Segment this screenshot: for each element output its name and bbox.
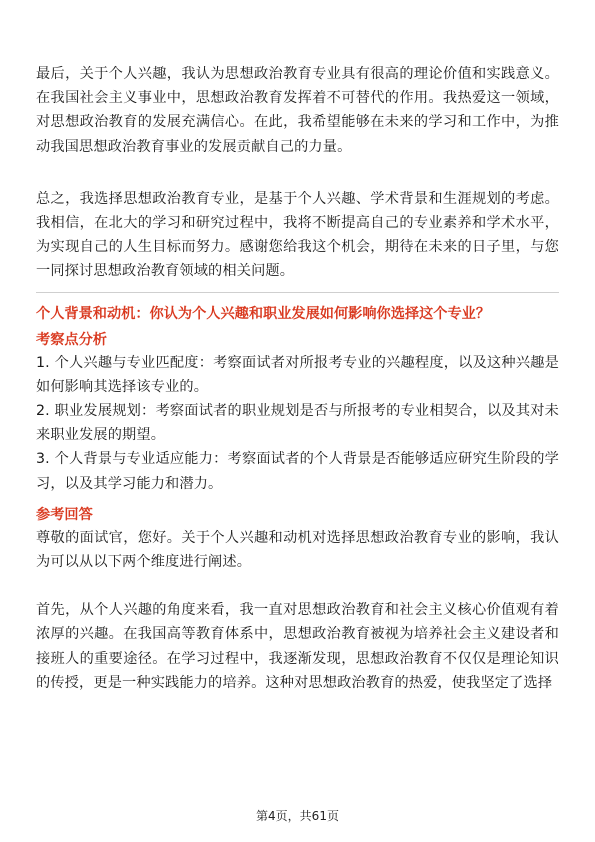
section-divider	[36, 292, 559, 293]
document-page	[36, 62, 559, 695]
analysis-item-1: 1. 个人兴趣与专业匹配度：考察面试者对所报考专业的兴趣程度，以及这种兴趣是如何影响其选择该专业的。	[36, 354, 559, 395]
page-number: 第4页，共61页	[256, 809, 339, 823]
answer-paragraph-1: 尊敬的面试官，您好。关于个人兴趣和动机对选择思想政治教育专业的影响，我认为可以从以下两个维度进行阐述。	[36, 529, 559, 571]
analysis-item-2: 2. 职业发展规划：考察面试者的职业规划是否与所报考的专业相契合，以及其对未来职业发展的期望。	[36, 403, 559, 444]
spacer	[36, 574, 559, 598]
analysis-item-3: 3. 个人背景与专业适应能力：考察面试者的个人背景是否能够适应研究生阶段的学习，以及其学习能力和潜力。	[36, 451, 559, 492]
answer-title: 参考回答	[36, 506, 93, 523]
intro-paragraph-1: 最后，关于个人兴趣，我认为思想政治教育专业具有很高的理论价值和实践意义。在我国社会主义事业中，思想政治教育发挥着不可替代的作用。我热爱这一领域，对思想政治教育的发展充满信心。在此，我希望能够在未来的学习和工作中，为推动我国思想政治教育事业的发展贡献自己的力量。	[36, 66, 559, 155]
intro-paragraph-2: 总之，我选择思想政治教育专业，是基于个人兴趣、学术背景和生涯规划的考虑。我相信，在北大的学习和研究过程中，我将不断提高自己的专业素养和学术水平，为实现自己的人生目标而努力。感谢您给我这个机会，期待在未来的日子里，与您一同探讨思想政治教育领域的相关问题。	[36, 190, 559, 280]
spacer	[36, 159, 559, 187]
answer-paragraph-2: 首先，从个人兴趣的角度来看，我一直对思想政治教育和社会主义核心价值观有着浓厚的兴趣。在我国高等教育体系中，思想政治教育被视为培养社会主义建设者和接班人的重要途径。在学习过程中，我逐渐发现，思想政治教育不仅仅是理论知识的传授，更是一种实践能力的培养。这种对思想政治教育的热爱，使我坚定了选择	[36, 602, 559, 691]
question-heading: 个人背景和动机：你认为个人兴趣和职业发展如何影响你选择这个专业？	[36, 305, 491, 322]
analysis-title: 考察点分析	[36, 331, 107, 348]
spacer	[36, 496, 559, 504]
